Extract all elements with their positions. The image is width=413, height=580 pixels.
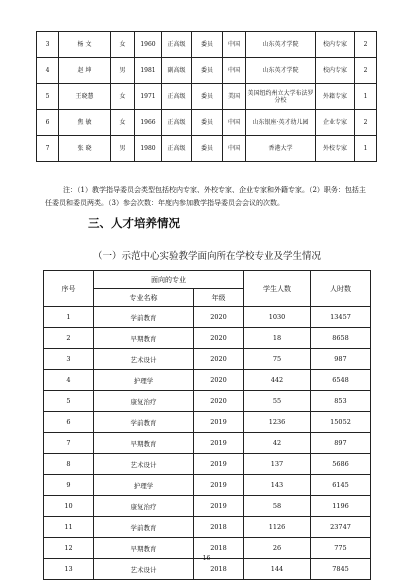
header-major-group: 面向的专业	[94, 271, 244, 289]
cell-grade: 2019	[194, 412, 244, 433]
cell-no: 5	[44, 391, 94, 412]
cell-grade: 2020	[194, 328, 244, 349]
cell-gender: 女	[111, 84, 135, 110]
cell-type: 外校专家	[316, 136, 355, 162]
cell-grade: 2019	[194, 433, 244, 454]
table-row	[44, 475, 371, 496]
table-row	[44, 454, 371, 475]
cell-students: 26	[244, 538, 311, 559]
cell-type: 外籍专家	[316, 84, 355, 110]
cell-students: 75	[244, 349, 311, 370]
cell-unit: 美国纽约州立大学布法罗分校	[246, 84, 316, 110]
cell-name: 张 晓	[59, 136, 111, 162]
table-row	[37, 32, 377, 58]
students-table	[43, 270, 371, 580]
cell-year: 1981	[135, 58, 162, 84]
cell-year: 1966	[135, 110, 162, 136]
table-row	[44, 433, 371, 454]
cell-no: 7	[37, 136, 59, 162]
cell-students: 144	[244, 559, 311, 580]
cell-count: 2	[355, 32, 377, 58]
cell-country: 中国	[223, 58, 246, 84]
cell-no: 4	[37, 58, 59, 84]
cell-name: 焦 敏	[59, 110, 111, 136]
sub-heading: （一）示范中心实验教学面向所在学校专业及学生情况	[93, 251, 322, 262]
cell-grade: 2020	[194, 349, 244, 370]
table-row	[44, 328, 371, 349]
cell-major: 艺术设计	[94, 559, 194, 580]
cell-year: 1971	[135, 84, 162, 110]
header-no: 序号	[44, 271, 94, 307]
cell-students: 1126	[244, 517, 311, 538]
cell-count: 2	[355, 110, 377, 136]
table-row	[37, 110, 377, 136]
cell-major: 艺术设计	[94, 454, 194, 475]
cell-grade: 2020	[194, 307, 244, 328]
cell-hours: 775	[311, 538, 371, 559]
cell-role: 委员	[192, 58, 223, 84]
table-row	[44, 496, 371, 517]
cell-gender: 男	[111, 58, 135, 84]
cell-rank: 正高级	[162, 136, 192, 162]
table-row	[44, 370, 371, 391]
cell-no: 5	[37, 84, 59, 110]
cell-no: 10	[44, 496, 94, 517]
students-table-body	[44, 307, 371, 580]
cell-hours: 6548	[311, 370, 371, 391]
cell-hours: 15052	[311, 412, 371, 433]
cell-country: 中国	[223, 136, 246, 162]
cell-students: 1030	[244, 307, 311, 328]
cell-students: 137	[244, 454, 311, 475]
cell-rank: 正高级	[162, 84, 192, 110]
cell-major: 早期教育	[94, 433, 194, 454]
cell-role: 委员	[192, 136, 223, 162]
cell-major: 学前教育	[94, 412, 194, 433]
cell-major: 学前教育	[94, 517, 194, 538]
cell-no: 2	[44, 328, 94, 349]
header-grade: 年级	[194, 289, 244, 307]
table-row	[37, 84, 377, 110]
cell-type: 校内专家	[316, 58, 355, 84]
cell-major: 早期教育	[94, 538, 194, 559]
cell-no: 12	[44, 538, 94, 559]
cell-hours: 5686	[311, 454, 371, 475]
cell-rank: 副高级	[162, 58, 192, 84]
cell-grade: 2020	[194, 391, 244, 412]
cell-country: 中国	[223, 32, 246, 58]
table-row	[44, 412, 371, 433]
cell-students: 42	[244, 433, 311, 454]
cell-no: 6	[44, 412, 94, 433]
cell-no: 13	[44, 559, 94, 580]
cell-no: 4	[44, 370, 94, 391]
table-row	[44, 391, 371, 412]
cell-students: 1236	[244, 412, 311, 433]
cell-hours: 987	[311, 349, 371, 370]
table-row	[44, 349, 371, 370]
table-row	[37, 58, 377, 84]
cell-unit: 山东银座·英才幼儿园	[246, 110, 316, 136]
cell-count: 1	[355, 136, 377, 162]
cell-unit: 山东英才学院	[246, 58, 316, 84]
cell-major: 艺术设计	[94, 349, 194, 370]
cell-count: 2	[355, 58, 377, 84]
cell-major: 护理学	[94, 370, 194, 391]
cell-name: 赵 坤	[59, 58, 111, 84]
cell-role: 委员	[192, 110, 223, 136]
cell-hours: 7845	[311, 559, 371, 580]
table-row	[44, 307, 371, 328]
cell-count: 1	[355, 84, 377, 110]
cell-no: 11	[44, 517, 94, 538]
cell-grade: 2018	[194, 517, 244, 538]
committee-table-body	[37, 32, 377, 162]
table-row	[37, 136, 377, 162]
cell-year: 1980	[135, 136, 162, 162]
cell-grade: 2018	[194, 559, 244, 580]
cell-no: 3	[44, 349, 94, 370]
cell-grade: 2019	[194, 496, 244, 517]
cell-year: 1960	[135, 32, 162, 58]
cell-hours: 897	[311, 433, 371, 454]
cell-major: 康复治疗	[94, 391, 194, 412]
cell-role: 委员	[192, 32, 223, 58]
header-students: 学生人数	[244, 271, 311, 307]
cell-gender: 女	[111, 32, 135, 58]
cell-grade: 2019	[194, 454, 244, 475]
cell-no: 7	[44, 433, 94, 454]
cell-name: 杨 文	[59, 32, 111, 58]
cell-hours: 23747	[311, 517, 371, 538]
cell-gender: 女	[111, 110, 135, 136]
table-row	[44, 517, 371, 538]
cell-no: 9	[44, 475, 94, 496]
cell-students: 143	[244, 475, 311, 496]
header-major: 专业名称	[94, 289, 194, 307]
cell-type: 校内专家	[316, 32, 355, 58]
committee-table	[36, 31, 377, 162]
page-number: 16	[202, 555, 211, 562]
cell-country: 美国	[223, 84, 246, 110]
cell-no: 1	[44, 307, 94, 328]
cell-hours: 8658	[311, 328, 371, 349]
cell-hours: 13457	[311, 307, 371, 328]
header-hours: 人时数	[311, 271, 371, 307]
cell-students: 58	[244, 496, 311, 517]
cell-rank: 正高级	[162, 32, 192, 58]
cell-students: 442	[244, 370, 311, 391]
cell-type: 企业专家	[316, 110, 355, 136]
cell-major: 学前教育	[94, 307, 194, 328]
cell-gender: 男	[111, 136, 135, 162]
cell-hours: 6145	[311, 475, 371, 496]
cell-no: 8	[44, 454, 94, 475]
cell-unit: 香港大学	[246, 136, 316, 162]
cell-name: 王晓慧	[59, 84, 111, 110]
cell-students: 55	[244, 391, 311, 412]
cell-grade: 2018	[194, 538, 244, 559]
cell-hours: 1196	[311, 496, 371, 517]
cell-hours: 853	[311, 391, 371, 412]
cell-unit: 山东英才学院	[246, 32, 316, 58]
table-notes: 注：（1）教学指导委员会类型包括校内专家、外校专家、企业专家和外籍专家。（2）职务：包括主任委员和委员两类。（3）参会次数：年度内参加教学指导委员会会议的次数。	[45, 186, 366, 207]
cell-major: 康复治疗	[94, 496, 194, 517]
cell-country: 中国	[223, 110, 246, 136]
cell-grade: 2020	[194, 370, 244, 391]
cell-grade: 2019	[194, 475, 244, 496]
cell-major: 护理学	[94, 475, 194, 496]
cell-no: 6	[37, 110, 59, 136]
cell-students: 18	[244, 328, 311, 349]
cell-rank: 正高级	[162, 110, 192, 136]
section-heading: 三、人才培养情况	[88, 216, 180, 230]
cell-no: 3	[37, 32, 59, 58]
cell-major: 早期教育	[94, 328, 194, 349]
cell-role: 委员	[192, 84, 223, 110]
